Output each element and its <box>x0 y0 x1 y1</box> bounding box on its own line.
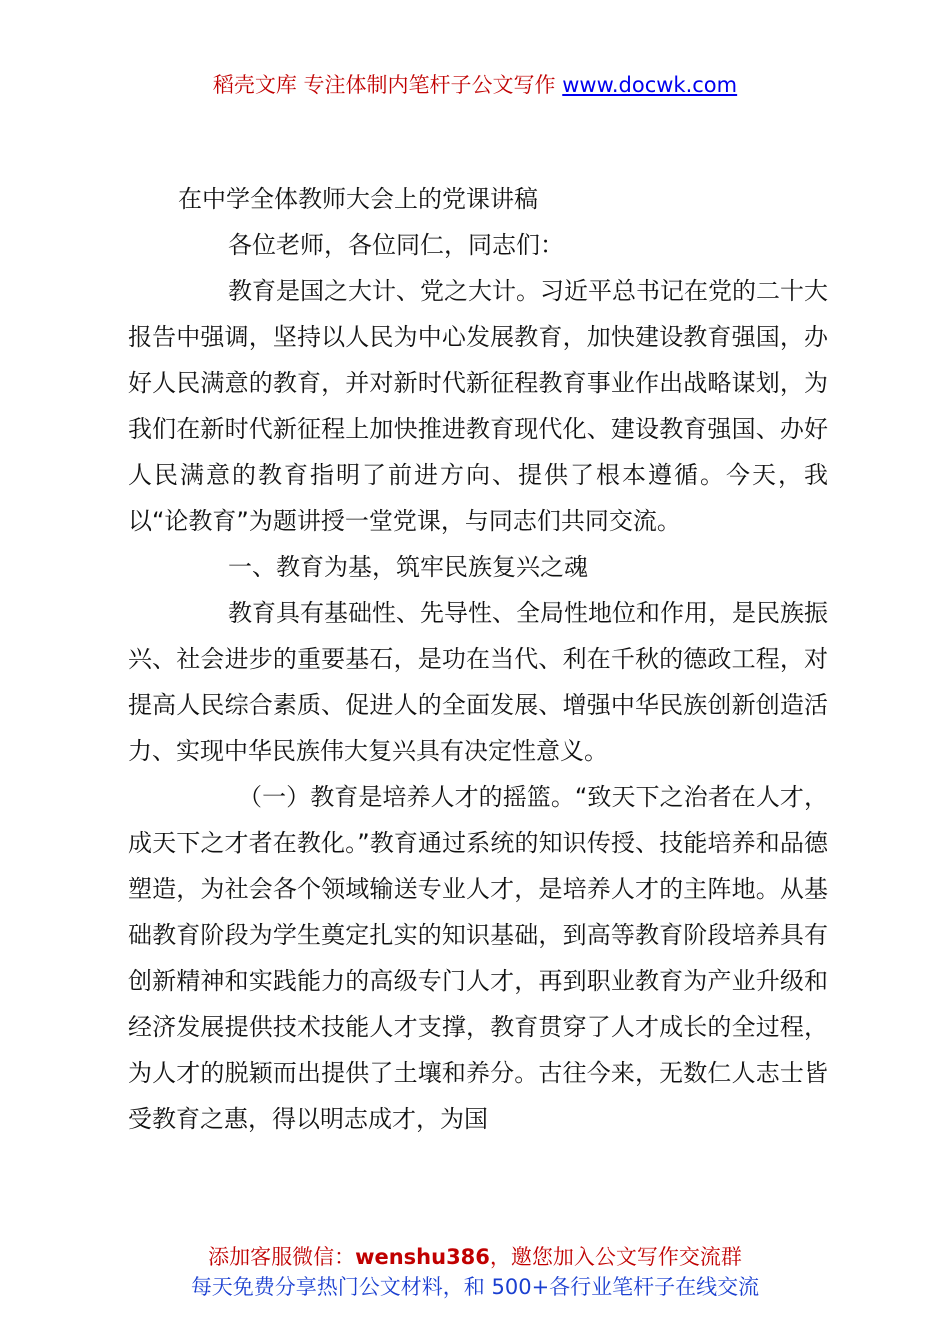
footer-wechat-id: wenshu386 <box>355 1245 490 1269</box>
paragraph: （一）教育是培养人才的摇篮。“致天下之治者在人才，成天下之才者在教化。”教育通过系统的知识传授、技能培养和品德塑造，为社会各个领域输送专业人才，是培养人才的主阵地。从基础教育阶段为学生奠定扎实的知识基础，到高等教育阶段培养具有创新精神和实践能力的高级专门人才，再到职业教育为产业升级和经济发展提供技术技能人才支撑，教育贯穿了人才成长的全过程，为人才的脱颖而出提供了土壤和养分。古往今来，无数仁人志士皆受教育之惠，得以明志成才，为国 <box>128 783 828 1133</box>
header-text: 稻壳文库 专注体制内笔杆子公文写作 <box>212 73 556 97</box>
watermark-header <box>0 70 950 100</box>
document-body <box>128 176 828 1142</box>
paragraph: 教育具有基础性、先导性、全局性地位和作用，是民族振兴、社会进步的重要基石，是功在当代、利在千秋的德政工程，对提高人民综合素质、促进人的全面发展、增强中华民族创新创造活力、实现中华民族伟大复兴具有决定性意义。 <box>128 599 828 765</box>
paragraph: 教育是国之大计、党之大计。习近平总书记在党的二十大报告中强调，坚持以人民为中心发展教育，加快建设教育强国，办好人民满意的教育，并对新时代新征程教育事业作出战略谋划，为我们在新时代新征程上加快推进教育现代化、建设教育强国、办好人民满意的教育指明了前进方向、提供了根本遵循。今天，我以“论教育”为题讲授一堂党课，与同志们共同交流。 <box>128 277 828 535</box>
watermark-footer <box>0 1242 950 1302</box>
footer-prefix: 添加客服微信： <box>208 1245 356 1269</box>
footer-suffix: ，邀您加入公文写作交流群 <box>489 1245 742 1269</box>
section-heading: 一、教育为基，筑牢民族复兴之魂 <box>228 553 588 581</box>
salutation: 各位老师，各位同仁，同志们： <box>228 231 564 259</box>
footer-line-1 <box>0 1242 950 1272</box>
document-title: 在中学全体教师大会上的党课讲稿 <box>178 185 538 213</box>
header-link[interactable]: www.docwk.com <box>562 73 738 97</box>
footer-line-2: 每天免费分享热门公文材料，和 500+各行业笔杆子在线交流 <box>190 1275 760 1299</box>
